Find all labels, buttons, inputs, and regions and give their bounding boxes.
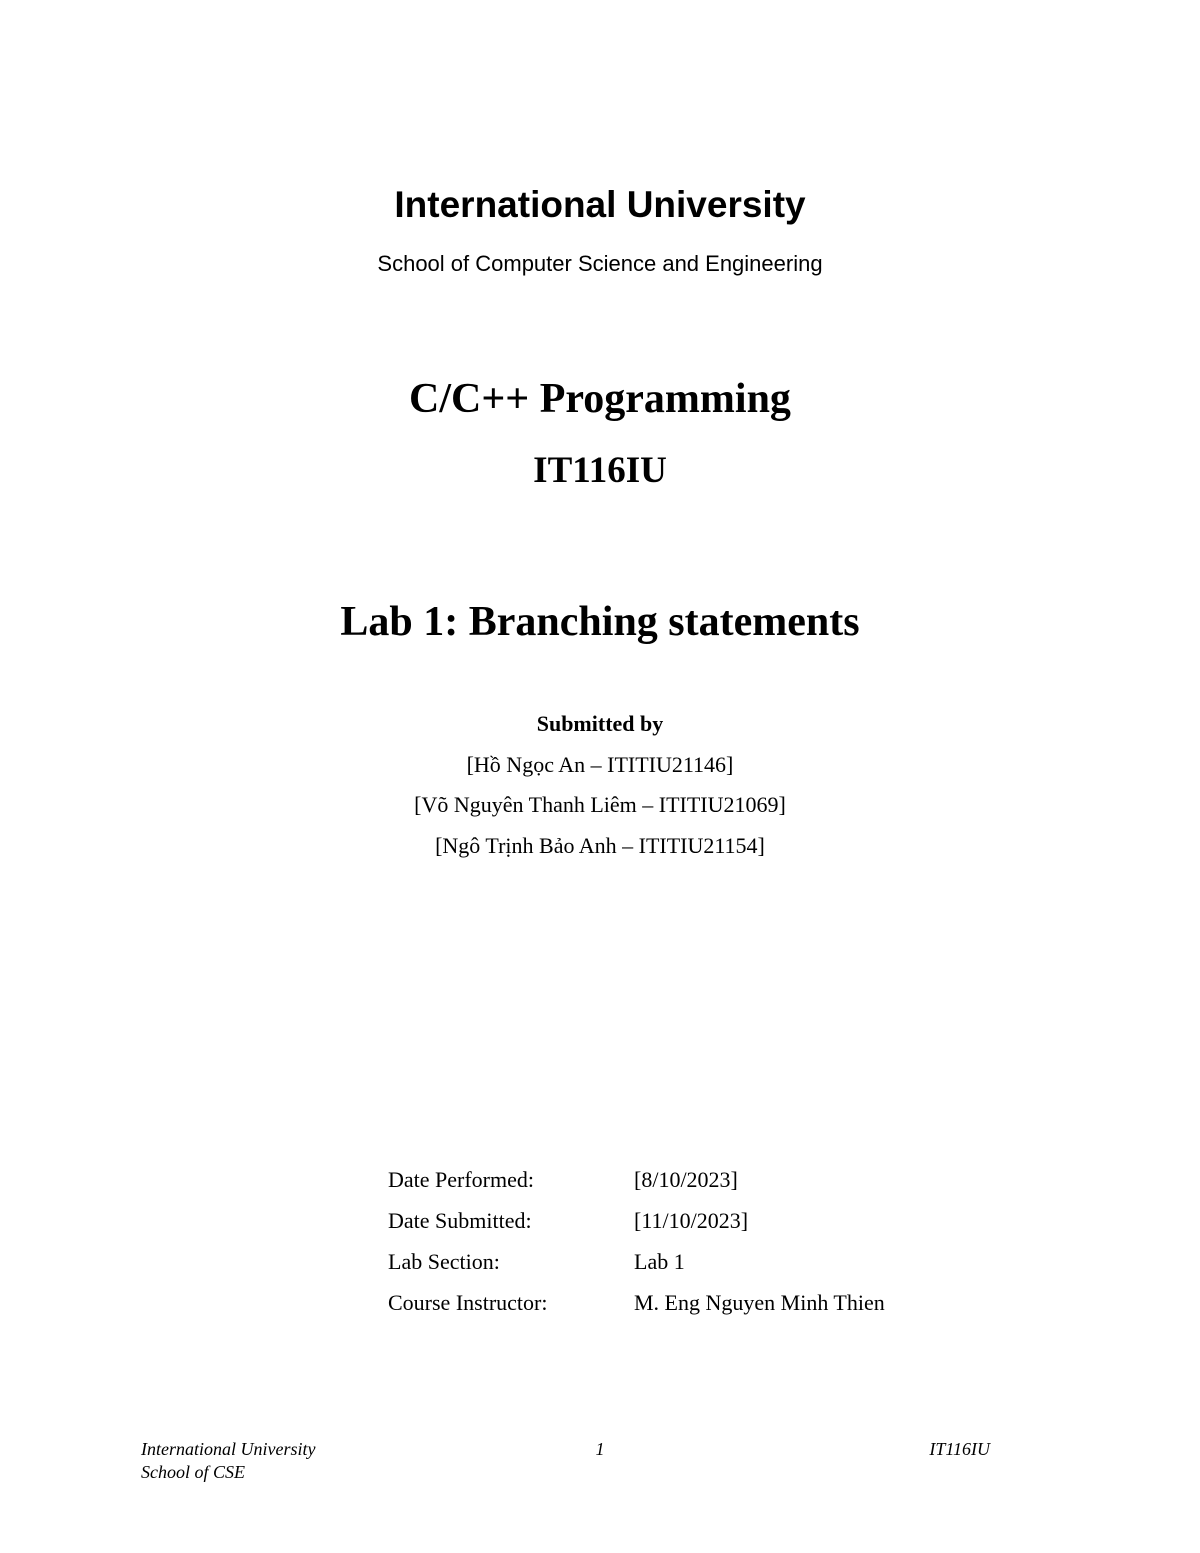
- detail-row-lab-section: [388, 1246, 885, 1287]
- course-title: C/C++ Programming: [409, 376, 791, 422]
- detail-value: [11/10/2023]: [634, 1208, 749, 1233]
- detail-value: Lab 1: [634, 1249, 685, 1274]
- lab-title: Lab 1: Branching statements: [340, 599, 860, 645]
- footer-left: [141, 1438, 315, 1484]
- university-name: International University: [394, 184, 806, 225]
- member-line: [Ngô Trịnh Bảo Anh – ITITIU21154]: [435, 833, 765, 858]
- footer-page-number: 1: [595, 1439, 605, 1459]
- detail-row-date-submitted: [388, 1205, 885, 1246]
- detail-label: Date Performed:: [388, 1167, 534, 1192]
- member-line: [Võ Nguyên Thanh Liêm – ITITIU21069]: [414, 792, 786, 817]
- footer-school: School of CSE: [141, 1462, 245, 1482]
- detail-label: Date Submitted:: [388, 1208, 532, 1233]
- detail-row-course-instructor: [388, 1287, 885, 1328]
- detail-label: Lab Section:: [388, 1249, 500, 1274]
- detail-value: [8/10/2023]: [634, 1167, 738, 1192]
- footer-course-code: IT116IU: [929, 1439, 990, 1459]
- detail-row-date-performed: [388, 1164, 885, 1205]
- footer-university: International University: [141, 1439, 316, 1459]
- submitted-by-label: Submitted by: [536, 711, 664, 736]
- lab-details-table: [388, 1164, 885, 1328]
- member-line: [Hồ Ngọc An – ITITIU21146]: [466, 752, 734, 777]
- detail-label: Course Instructor:: [388, 1290, 548, 1315]
- course-code: IT116IU: [533, 450, 667, 491]
- detail-value: M. Eng Nguyen Minh Thien: [634, 1290, 885, 1315]
- school-name: School of Computer Science and Engineering: [377, 251, 823, 276]
